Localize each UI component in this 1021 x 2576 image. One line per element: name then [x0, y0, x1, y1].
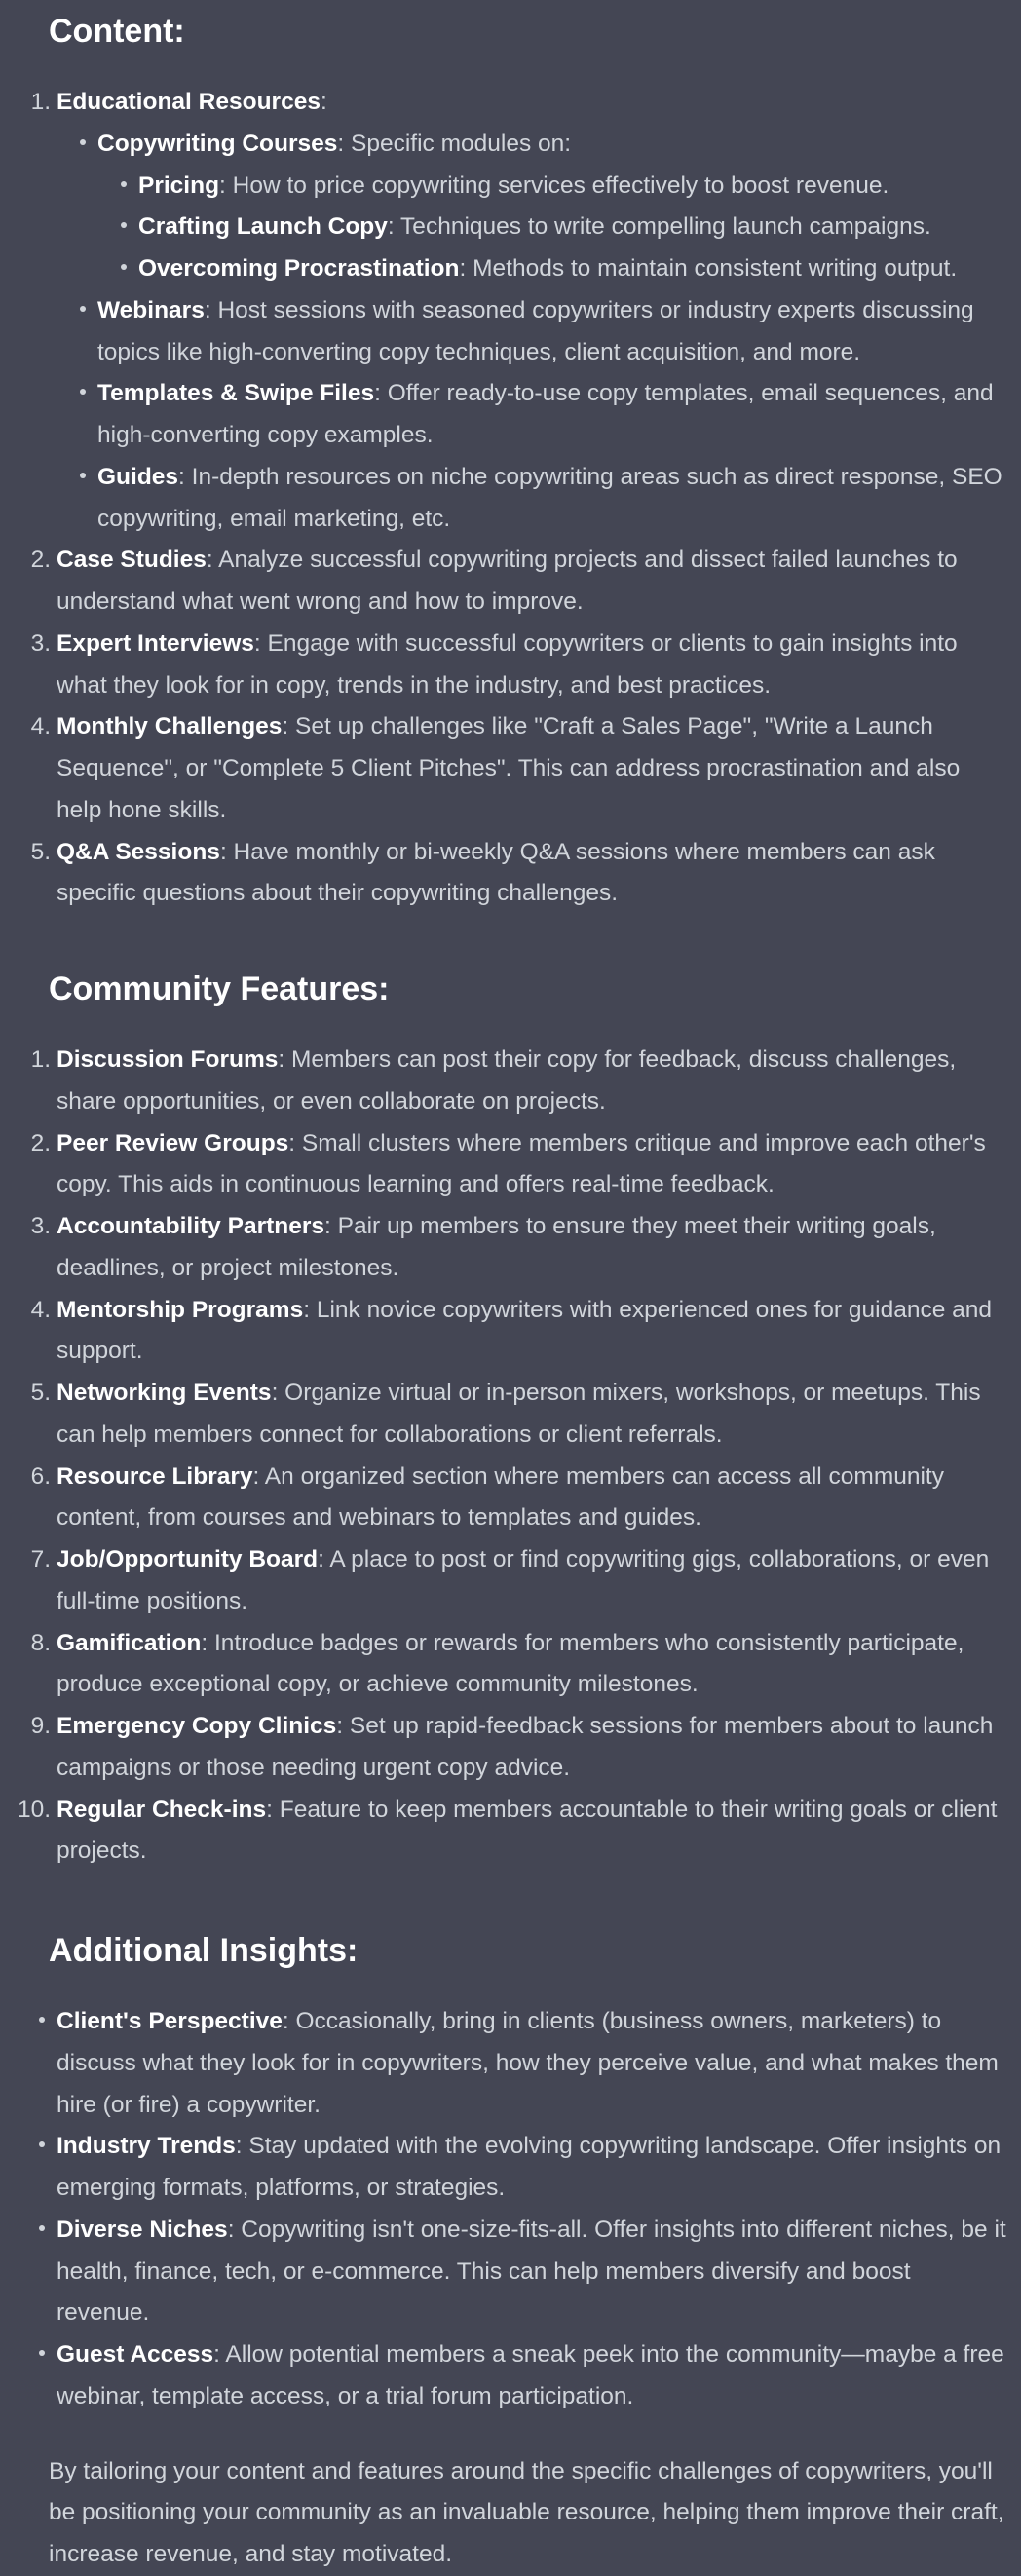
- list-number: 4.: [30, 1296, 51, 1323]
- list-item: [30, 1539, 1009, 1623]
- item-text: :: [320, 89, 327, 115]
- item-title: Discussion Forums: [57, 1046, 279, 1073]
- item-title: Copywriting Courses: [97, 130, 338, 157]
- sub-list-item: [90, 124, 1009, 290]
- item-text: : How to price copywriting services effectively to boost revenue.: [219, 171, 889, 199]
- section-heading-additional: Additional Insights:: [49, 1932, 359, 1969]
- nested-list-item: [131, 207, 1009, 248]
- list-item: [30, 1123, 1009, 1207]
- item-title: Guides: [97, 463, 179, 490]
- item-title: Peer Review Groups: [57, 1129, 289, 1156]
- item-text: : Pair up members to ensure they meet their writing goals, deadlines, or project milestones.: [57, 1213, 936, 1281]
- item-text: : Set up rapid-feedback sessions for members about to launch campaigns or those needing urgent copy advice.: [57, 1713, 994, 1781]
- item-title: Industry Trends: [57, 2133, 236, 2160]
- list-item: [30, 1457, 1009, 1540]
- item-title: Regular Check-ins: [57, 1796, 267, 1823]
- list-item: [49, 2210, 1009, 2334]
- item-title: Job/Opportunity Board: [57, 1546, 319, 1572]
- list-item: [30, 624, 1009, 707]
- item-text: : Copywriting isn't one-size-fits-all. Offer insights into different niches, be it health, finance, tech, or e-commerce. This can help members diversify and boost revenue.: [57, 2216, 1006, 2327]
- item-title: Webinars: [97, 296, 205, 323]
- item-text: : Introduce badges or rewards for members who consistently participate, produce exceptional copy, or achieve community milestones.: [57, 1629, 964, 1698]
- item-text: : Feature to keep members accountable to their writing goals or client projects.: [57, 1796, 998, 1865]
- item-title: Monthly Challenges: [57, 713, 283, 740]
- item-text: : Link novice copywriters with experienced ones for guidance and support.: [57, 1296, 993, 1365]
- list-number: 1.: [30, 1046, 51, 1073]
- item-text: : Methods to maintain consistent writing output.: [459, 255, 958, 282]
- list-item: [30, 1623, 1009, 1707]
- list-number: 3.: [30, 1213, 51, 1239]
- item-title: Client's Perspective: [57, 2008, 283, 2034]
- list-number: 3.: [30, 629, 51, 657]
- sub-list-item: [90, 373, 1009, 457]
- section-heading-content: Content:: [49, 13, 185, 50]
- list-number: 7.: [30, 1546, 51, 1572]
- item-text: : Specific modules on:: [337, 130, 572, 157]
- item-title: Templates & Swipe Files: [97, 380, 375, 407]
- item-title: Emergency Copy Clinics: [57, 1713, 337, 1739]
- item-title: Guest Access: [57, 2341, 214, 2368]
- list-item: [17, 1790, 1009, 1874]
- item-title: Case Studies: [57, 547, 207, 574]
- item-title: Networking Events: [57, 1380, 272, 1406]
- list-item: [30, 706, 1009, 831]
- item-text: : Analyze successful copywriting projects and dissect failed launches to understand what went wrong and how to improve.: [57, 547, 958, 615]
- list-item: [30, 1373, 1009, 1457]
- community-list: [17, 1040, 1009, 1873]
- section-heading-community: Community Features:: [49, 970, 390, 1007]
- item-text: : Host sessions with seasoned copywriters or industry experts discussing topics like high-converting copy techniques, client acquisition, and more.: [97, 296, 974, 365]
- item-title: Gamification: [57, 1629, 202, 1656]
- nested-sub-list: [131, 166, 1009, 290]
- item-title: Mentorship Programs: [57, 1296, 304, 1323]
- item-text: : Set up challenges like "Craft a Sales Page", "Write a Launch Sequence", or "Complete 5 Client Pitches". This can address procrastination and also help hone skills.: [57, 713, 961, 823]
- list-item: [49, 2126, 1009, 2210]
- item-text: : Members can post their copy for feedback, discuss challenges, share opportunities, or even collaborate on projects.: [57, 1046, 957, 1115]
- list-number: 5.: [30, 838, 51, 865]
- item-text: : Have monthly or bi-weekly Q&A sessions where members can ask specific questions about their copywriting challenges.: [57, 838, 935, 907]
- item-text: : Offer ready-to-use copy templates, email sequences, and high-converting copy examples.: [97, 380, 994, 448]
- item-text: : Occasionally, bring in clients (business owners, marketers) to discuss what they look for in copywriters, how they perceive value, and what makes them hire (or fire) a copywriter.: [57, 2008, 999, 2118]
- item-title: Expert Interviews: [57, 629, 254, 657]
- list-number: 6.: [30, 1462, 51, 1490]
- nested-list-item: [131, 166, 1009, 208]
- item-title: Q&A Sessions: [57, 838, 220, 865]
- list-number: 1.: [30, 89, 51, 115]
- sub-list-item: [90, 290, 1009, 374]
- item-title: Resource Library: [57, 1462, 253, 1490]
- item-text: : Engage with successful copywriters or clients to gain insights into what they look for in copy, trends in the industry, and best practices.: [57, 629, 958, 699]
- item-title: Diverse Niches: [57, 2216, 228, 2243]
- list-number: 2.: [30, 547, 51, 574]
- item-text: : Organize virtual or in-person mixers, workshops, or meetups. This can help members connect for collaborations or client referrals.: [57, 1380, 981, 1448]
- list-number: 5.: [30, 1380, 51, 1406]
- item-text: : Stay updated with the evolving copywriting landscape. Offer insights on emerging formats, platforms, or strategies.: [57, 2133, 1002, 2201]
- content-list: [30, 82, 1009, 915]
- item-text: : Small clusters where members critique and improve each other's copy. This aids in continuous learning and offers real-time feedback.: [57, 1129, 986, 1198]
- item-title: Educational Resources: [57, 89, 321, 115]
- list-number: 9.: [30, 1713, 51, 1739]
- list-item: [49, 2001, 1009, 2126]
- item-text: : Techniques to write compelling launch campaigns.: [387, 213, 931, 241]
- list-item: [30, 82, 1009, 540]
- additional-list: [49, 2001, 1009, 2418]
- list-number: 4.: [30, 713, 51, 740]
- list-item: [30, 1206, 1009, 1290]
- item-text: : Allow potential members a sneak peek into the community—maybe a free webinar, template access, or a trial forum participation.: [57, 2341, 1004, 2409]
- item-title: Crafting Launch Copy: [138, 213, 388, 241]
- list-number: 2.: [30, 1129, 51, 1156]
- list-item: [49, 2334, 1009, 2418]
- sub-list: [90, 124, 1009, 541]
- item-text: : In-depth resources on niche copywriting areas such as direct response, SEO copywriting, email marketing, etc.: [97, 463, 1002, 532]
- closing-paragraph: By tailoring your content and features around the specific challenges of copywriters, you'll be positioning your community as an invaluable resource, helping them improve their craft, increase revenue, and stay motivated.: [49, 2457, 1004, 2567]
- list-number: 8.: [30, 1629, 51, 1656]
- list-number: 10.: [17, 1796, 51, 1823]
- item-text: : An organized section where members can access all community content, from courses and webinars to templates and guides.: [57, 1462, 944, 1532]
- list-item: [30, 540, 1009, 624]
- nested-list-item: [131, 248, 1009, 290]
- item-title: Accountability Partners: [57, 1213, 325, 1239]
- item-title: Overcoming Procrastination: [138, 255, 460, 282]
- list-item: [30, 1290, 1009, 1374]
- sub-list-item: [90, 457, 1009, 541]
- item-title: Pricing: [138, 171, 220, 199]
- list-item: [30, 1706, 1009, 1790]
- item-text: : A place to post or find copywriting gigs, collaborations, or even full-time positions.: [57, 1546, 990, 1614]
- list-item: [30, 1040, 1009, 1123]
- list-item: [30, 832, 1009, 916]
